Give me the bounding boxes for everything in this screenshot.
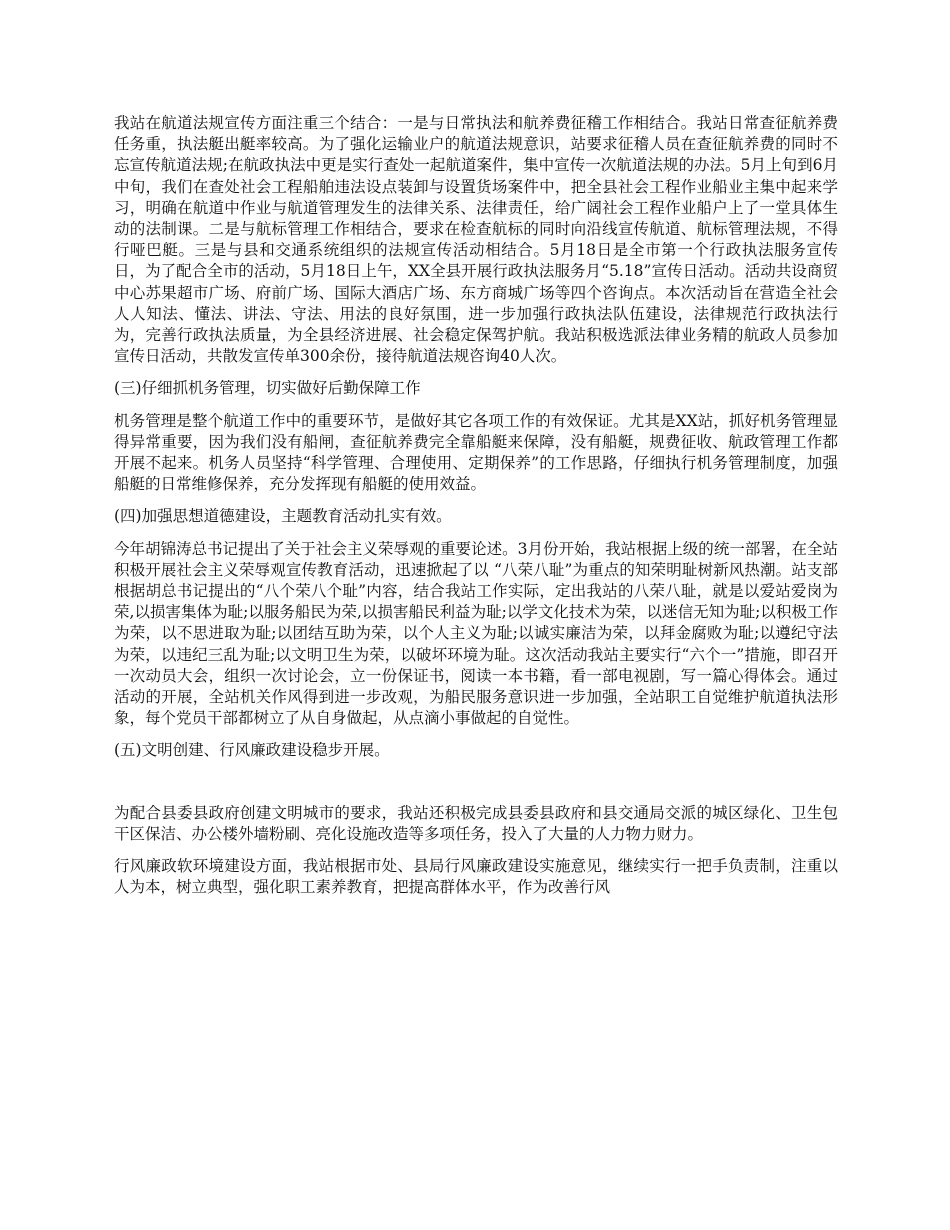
paragraph-honor-disgrace-campaign: 今年胡锦涛总书记提出了关于社会主义荣辱观的重要论述。3月份开始，我站根据上级的统一部署，在全站积极开展社会主义荣辱观宣传教育活动，迅速掀起了以 “八荣八耻”为重点的知荣明耻树新风热潮。站支部根据胡总书记提出的“八个荣八个耻”内容，结合我站工作实际，定出我站的八荣八耻，就是以爱站爱岗为荣,以损害集体为耻;以服务船民为荣,以损害船民利益为耻;以学文化技术为荣，以迷信无知为耻;以积极工作为荣，以不思进取为耻;以团结互助为荣，以个人主义为耻;以诚实廉洁为荣，以拜金腐败为耻;以遵纪守法为荣，以违纪三乱为耻;以文明卫生为荣，以破坏环境为耻。这次活动我站主要实行“六个一”措施，即召开一次动员大会，组织一次讨论会，立一份保证书，阅读一本书籍，看一部电视剧，写一篇心得体会。通过活动的开展，全站机关作风得到进一步改观，为船民服务意识进一步加强，全站职工自觉维护航道执法形象，每个党员干部都树立了从自身做起，从点滴小事做起的自觉性。 [114, 539, 838, 728]
paragraph-clean-governance: 行风廉政软环境建设方面，我站根据市处、县局行风廉政建设实施意见，继续实行一把手负责制，注重以人为本，树立典型，强化职工素养教育，把提高群体水平，作为改善行风 [114, 857, 838, 897]
section-heading-3: (三)仔细抓机务管理，切实做好后勤保障工作 [114, 379, 421, 398]
paragraph-machinery-management: 机务管理是整个航道工作中的重要环节，是做好其它各项工作的有效保证。尤其是XX站，抓好机务管理显得异常重要，因为我们没有船闸，查征航养费完全靠船艇来保障，没有船艇，规费征收、航政管理工作都开展不起来。机务人员坚持“科学管理、合理使用、定期保养”的工作思路，仔细执行机务管理制度，加强船艇的日常维修保养，充分发挥现有船艇的使用效益。 [114, 411, 838, 494]
section-heading-4: (四)加强思想道德建设，主题教育活动扎实有效。 [114, 507, 452, 526]
blank-spacer [114, 773, 838, 803]
paragraph-waterway-law-publicity: 我站在航道法规宣传方面注重三个结合：一是与日常执法和航养费征稽工作相结合。我站日常查征航养费任务重，执法艇出艇率较高。为了强化运输业户的航道法规意识，站要求征稽人员在查征航养费的同时不忘宣传航道法规;在航政执法中更是实行查处一起航道案件，集中宣传一次航道法规的办法。5月上旬到6月中旬，我们在查处社会工程船舶违法设点装卸与设置货场案件中，把全县社会工程作业船业主集中起来学习，明确在航道中作业与航道管理发生的法律关系、法律责任，给广阔社会工程作业船户上了一堂具体生动的法制课。二是与航标管理工作相结合，要求在检查航标的同时向沿线宣传航道、航标管理法规，不得行哑巴艇。三是与县和交通系统组织的法规宣传活动相结合。5月18日是全市第一个行政执法服务宣传日，为了配合全市的活动，5月18日上午，XX全县开展行政执法服务月“5.18”宣传日活动。活动共设商贸中心苏果超市广场、府前广场、国际大酒店广场、东方商城广场等四个咨询点。本次活动旨在营造全社会人人知法、懂法、讲法、守法、用法的良好氛围，进一步加强行政执法队伍建设，法律规范行政执法行为，完善行政执法质量，为全县经济进展、社会稳定保驾护航。我站积极选派法律业务精的航政人员参加宣传日活动，共散发宣传单300余份，接待航道法规咨询40人次。 [114, 114, 838, 366]
section-heading-5: (五)文明创建、行风廉政建设稳步开展。 [114, 741, 390, 760]
document-body [114, 113, 838, 910]
paragraph-civilized-city: 为配合县委县政府创建文明城市的要求，我站还积极完成县委县政府和县交通局交派的城区绿化、卫生包干区保洁、办公楼外墙粉刷、亮化设施改造等多项任务，投入了大量的人力物力财力。 [114, 803, 838, 843]
